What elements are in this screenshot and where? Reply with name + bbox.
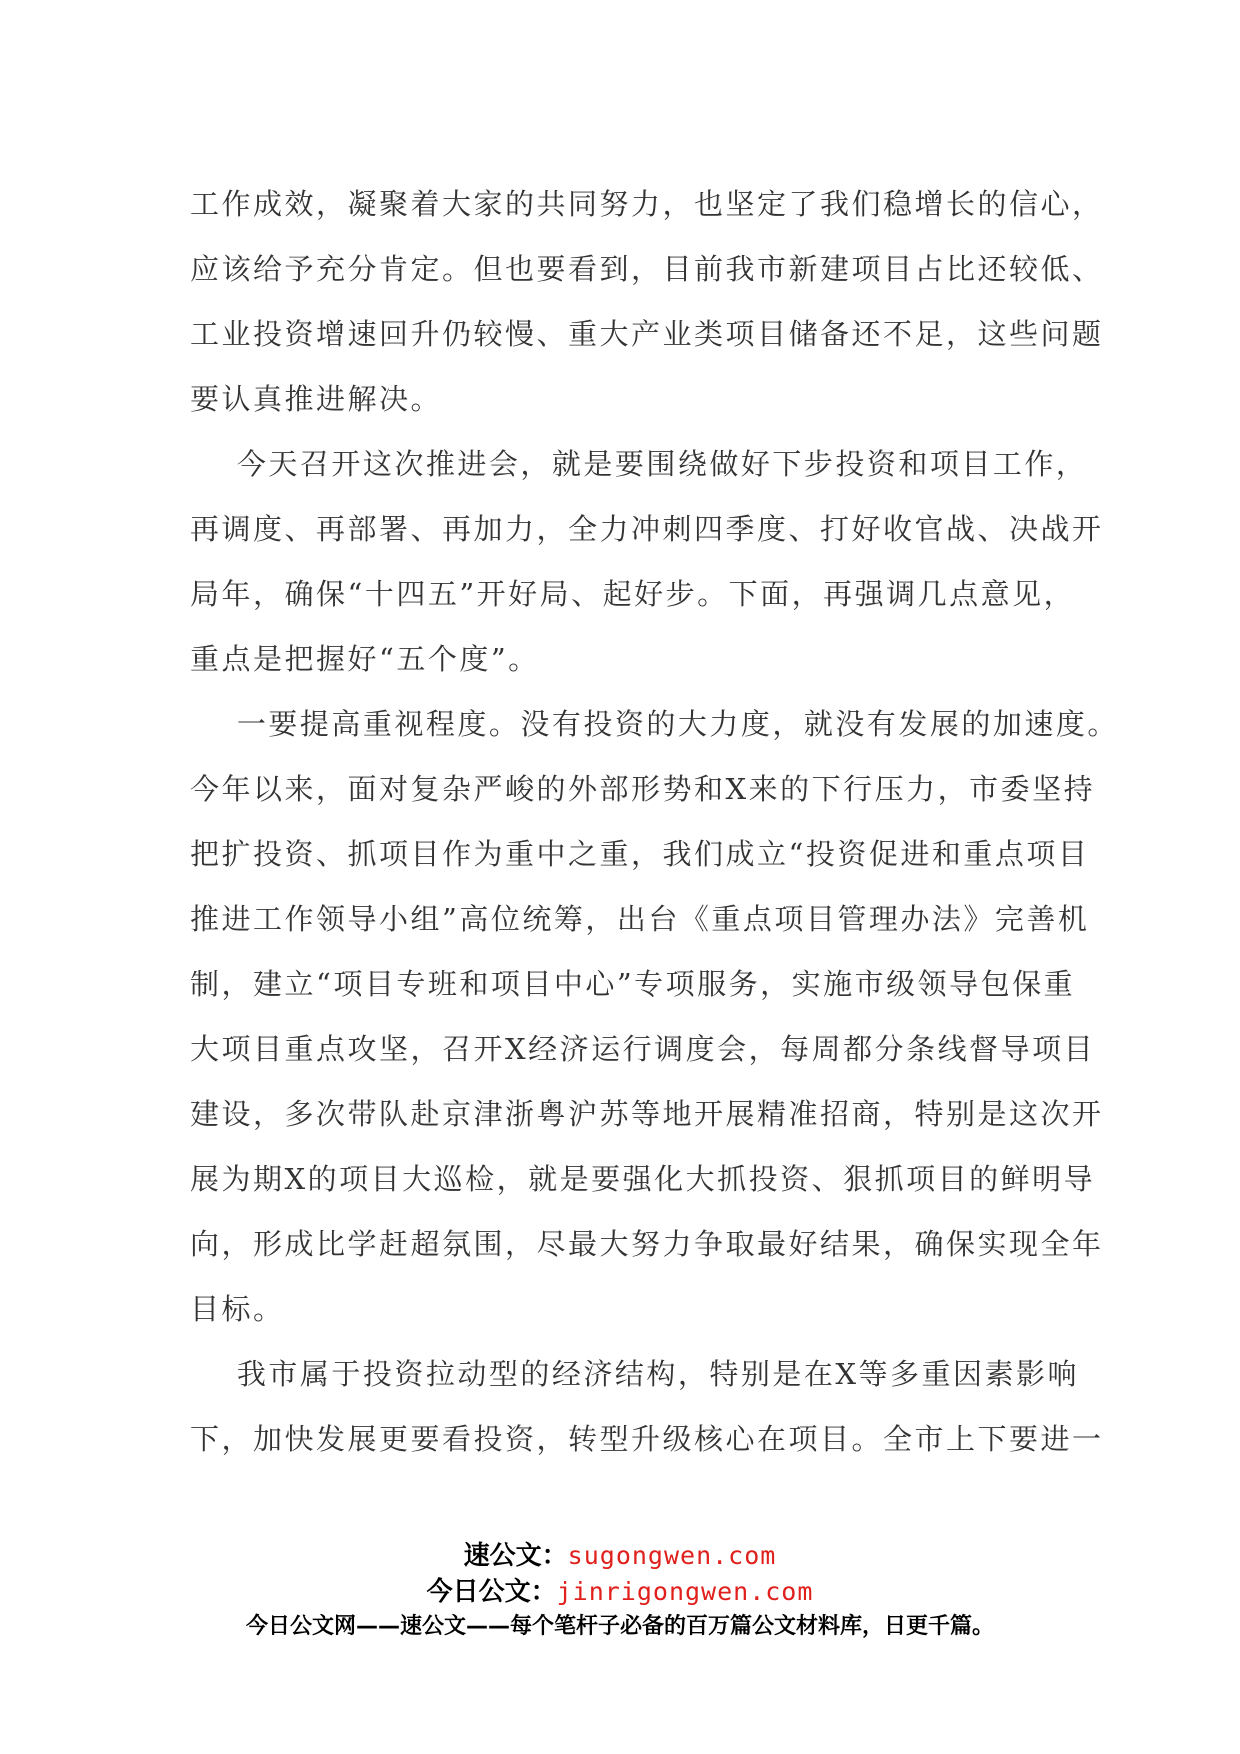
site-footer	[0, 1538, 1240, 1644]
footer-label-jinrigongwen: 今日公文：	[426, 1577, 557, 1607]
text-line: 今年以来，面对复杂严峻的外部形势和X来的下行压力，市委坚持	[190, 772, 1096, 806]
text-line: 下，加快发展更要看投资，转型升级核心在项目。全市上下要进一	[190, 1422, 1104, 1456]
text-line: 局年，确保“十四五”开好局、起好步。下面，再强调几点意见，	[190, 577, 1076, 611]
footer-row-sugongwen	[0, 1538, 1240, 1574]
text-line: 工业投资增速回升仍较慢、重大产业类项目储备还不足，这些问题	[190, 317, 1104, 351]
footer-row-jinrigongwen	[0, 1574, 1240, 1610]
text-line: 一要提高重视程度。没有投资的大力度，就没有发展的加速度。	[190, 707, 1119, 741]
text-line: 展为期X的项目大巡检，就是要强化大抓投资、狠抓项目的鲜明导	[190, 1162, 1096, 1196]
text-line: 推进工作领导小组”高位统筹，出台《重点项目管理办法》完善机	[190, 902, 1090, 936]
text-line: 制，建立“项目专班和项目中心”专项服务，实施市级领导包保重	[190, 967, 1076, 1001]
footer-slogan: 今日公文网——速公文——每个笔杆子必备的百万篇公文材料库，日更千篇。	[245, 1614, 994, 1639]
document-body	[190, 172, 1119, 1472]
text-line: 重点是把握好“五个度”。	[190, 642, 540, 676]
text-line: 建设，多次带队赴京津浙粤沪苏等地开展精准招商，特别是这次开	[190, 1097, 1104, 1131]
text-line: 工作成效，凝聚着大家的共同努力，也坚定了我们稳增长的信心，	[190, 187, 1104, 221]
text-line: 今天召开这次推进会，就是要围绕做好下步投资和项目工作，	[190, 447, 1088, 481]
footer-label-sugongwen: 速公文：	[463, 1541, 568, 1571]
text-line: 向，形成比学赶超氛围，尽最大努力争取最好结果，确保实现全年	[190, 1227, 1104, 1261]
text-line: 再调度、再部署、再加力，全力冲刺四季度、打好收官战、决战开	[190, 512, 1104, 546]
text-line: 要认真推进解决。	[190, 382, 443, 416]
text-line: 大项目重点攻坚，召开X经济运行调度会，每周都分条线督导项目	[190, 1032, 1096, 1066]
text-line: 目标。	[190, 1292, 285, 1326]
jinrigongwen-link[interactable]: jinrigongwen.com	[556, 1577, 814, 1606]
text-line: 我市属于投资拉动型的经济结构，特别是在X等多重因素影响	[190, 1357, 1080, 1391]
text-line: 应该给予充分肯定。但也要看到，目前我市新建项目占比还较低、	[190, 252, 1104, 286]
sugongwen-link[interactable]: sugongwen.com	[567, 1541, 777, 1570]
text-line: 把扩投资、抓项目作为重中之重，我们成立“投资促进和重点项目	[190, 837, 1090, 871]
